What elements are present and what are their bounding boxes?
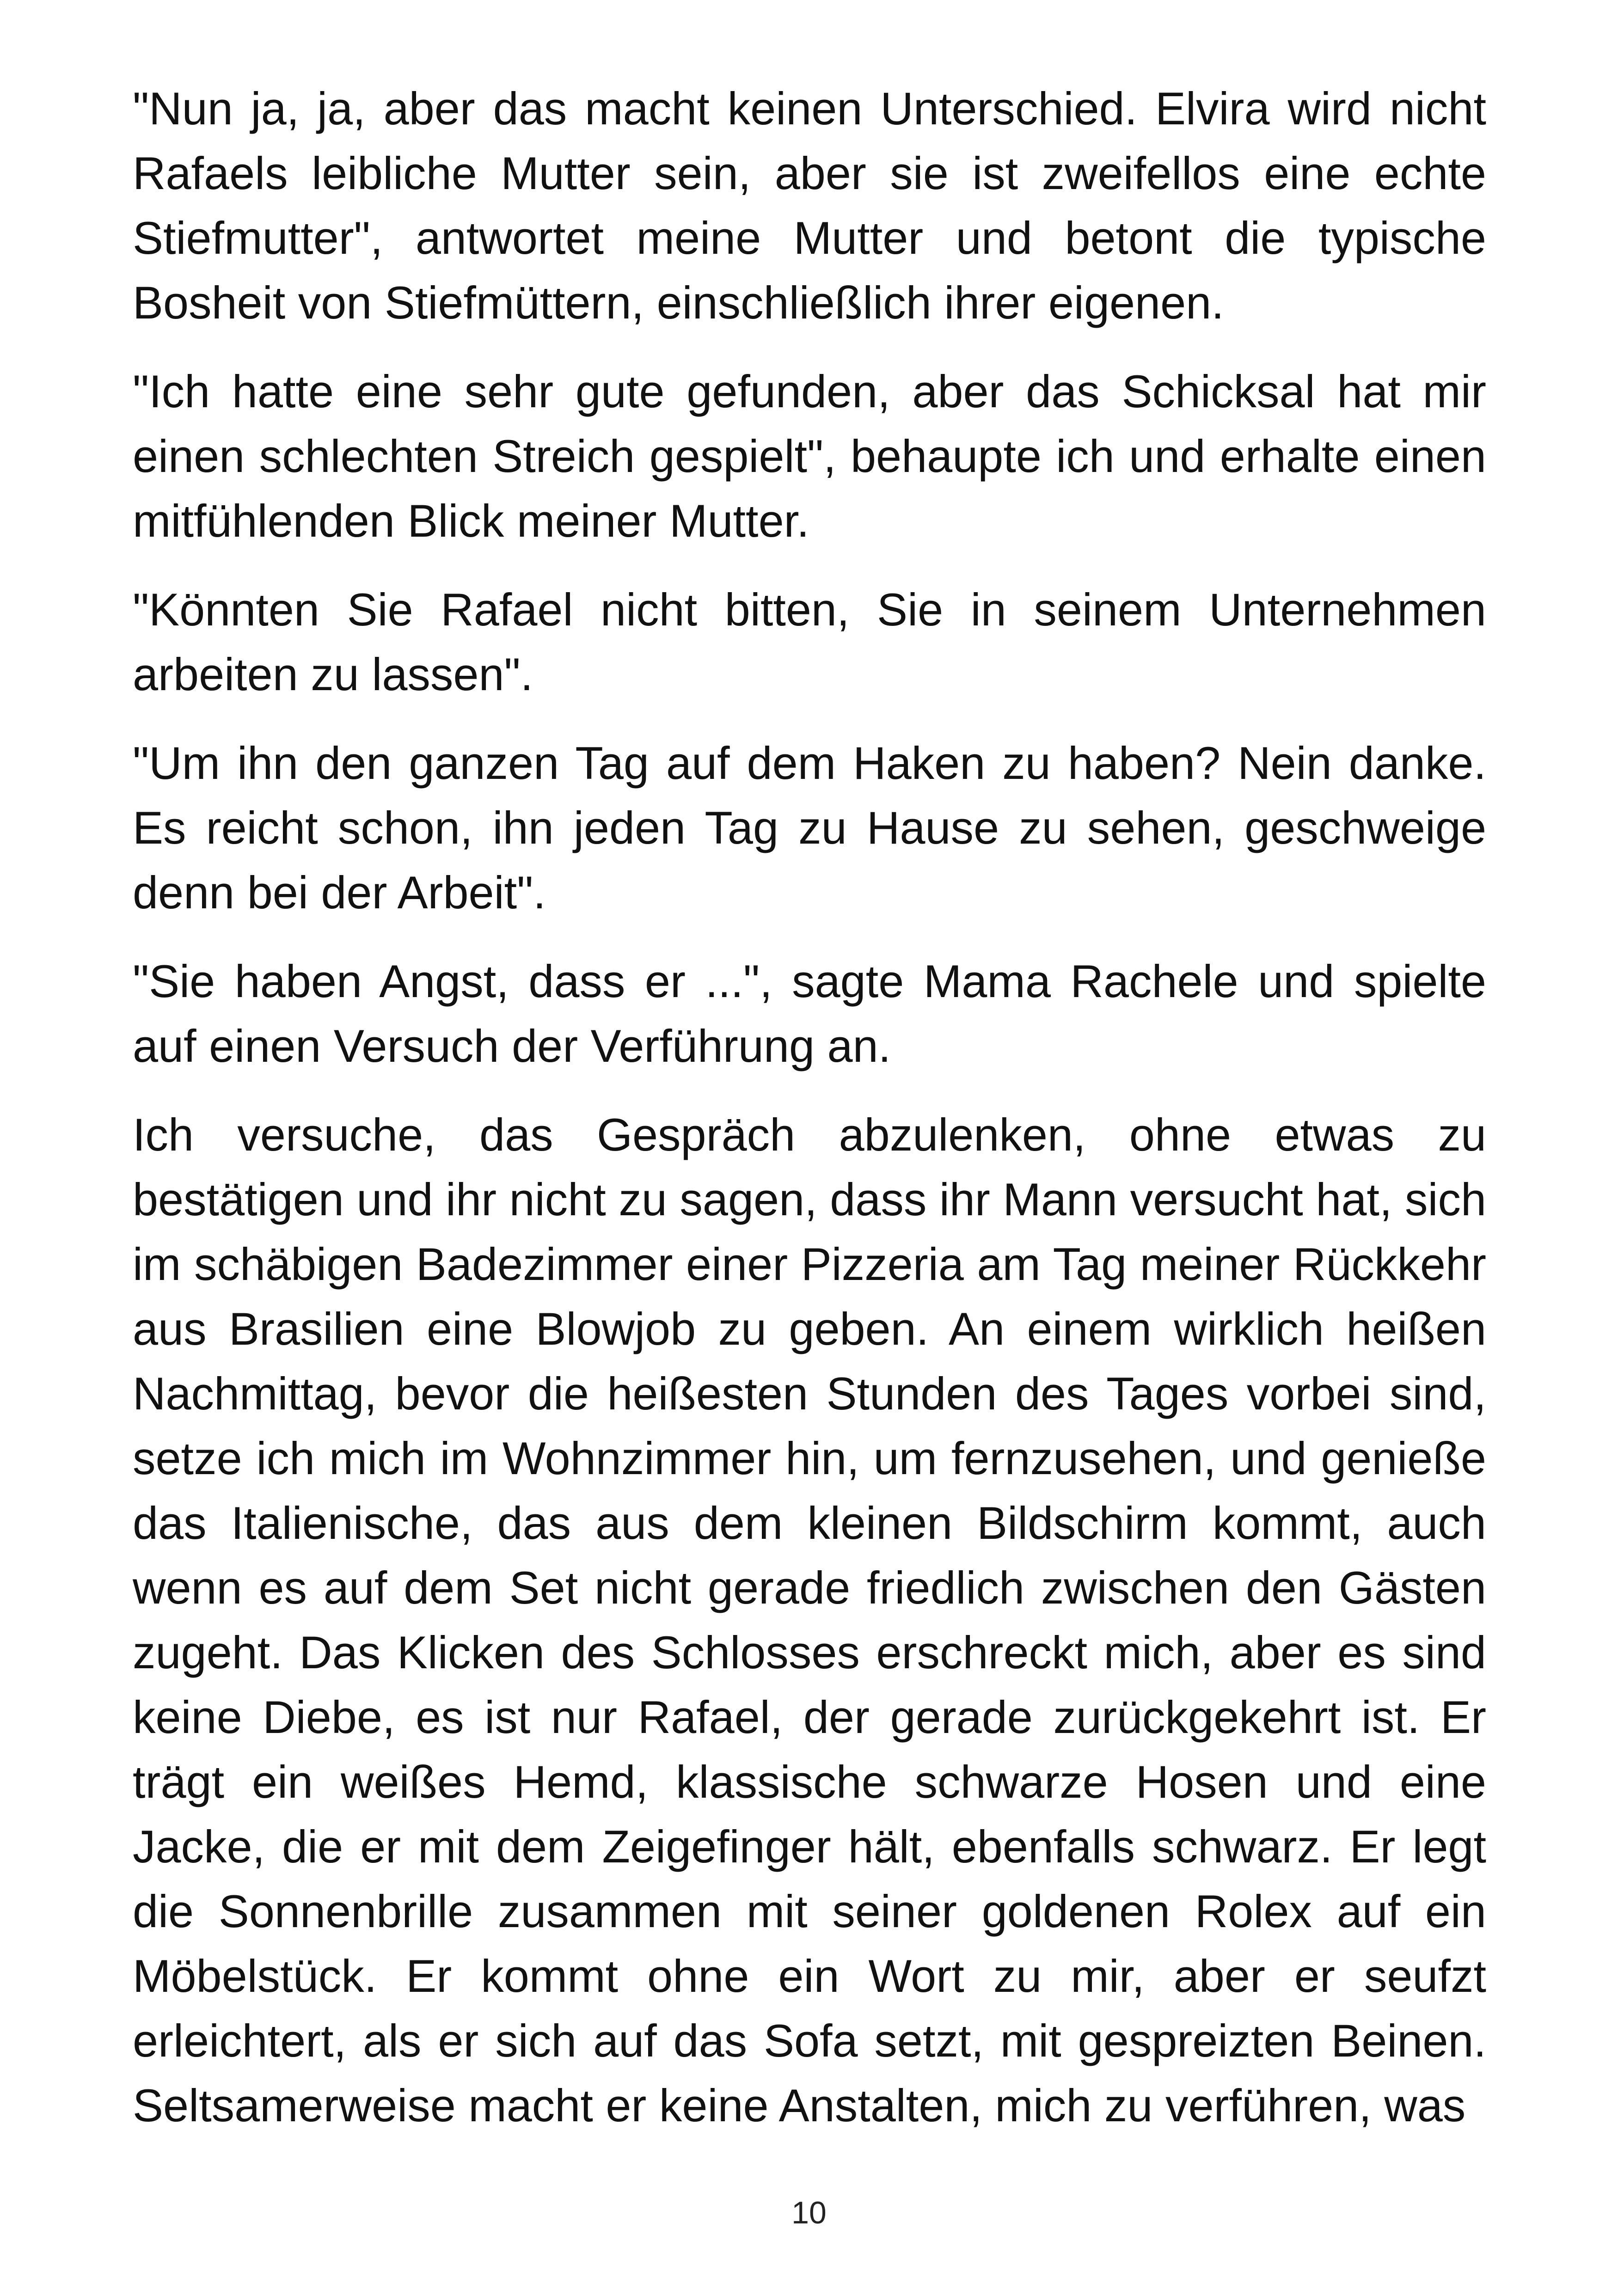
paragraph-5: "Sie haben Angst, dass er ...", sagte Mama Rachele und spielte auf einen Versuch der Verführung an. [133,955,1486,1071]
paragraph-6: Ich versuche, das Gespräch abzulenken, ohne etwas zu bestätigen und ihr nicht zu sagen, dass ihr Mann versucht hat, sich im schäbigen Badezimmer einer Pizzeria am Tag meiner Rückkehr aus Brasilien eine Blowjob zu geben. An einem wirklich heißen Nachmittag, bevor die heißesten Stunden des Tages vorbei sind, setze ich mich im Wohnzimmer hin, um fernzusehen, und genieße das Italienische, das aus dem kleinen Bildschirm kommt, auch wenn es auf dem Set nicht gerade friedlich zwischen den Gästen zugeht. Das Klicken des Schlosses erschreckt mich, aber es sind keine Diebe, es ist nur Rafael, der gerade zurückgekehrt ist. Er trägt ein weißes Hemd, klassische schwarze Hosen und eine Jacke, die er mit dem Zeigefinger hält, ebenfalls schwarz. Er legt die Sonnenbrille zusammen mit seiner goldenen Rolex auf ein Möbelstück. Er kommt ohne ein Wort zu mir, aber er seufzt erleichtert, als er sich auf das Sofa setzt, mit gespreizten Beinen. Seltsamerweise macht er keine Anstalten, mich zu verführen, was [133,1109,1486,2131]
paragraph-3: "Könnten Sie Rafael nicht bitten, Sie in seinem Unternehmen arbeiten zu lassen". [133,584,1486,700]
paragraph-4: "Um ihn den ganzen Tag auf dem Haken zu haben? Nein danke. Es reicht schon, ihn jeden Tag zu Hause zu sehen, geschweige denn bei der Arbeit". [133,737,1486,918]
paragraph-2: "Ich hatte eine sehr gute gefunden, aber das Schicksal hat mir einen schlechten Streich gespielt", behaupte ich und erhalte einen mitfühlenden Blick meiner Mutter. [133,366,1486,546]
paragraph-1: "Nun ja, ja, aber das macht keinen Unterschied. Elvira wird nicht Rafaels leibliche Mutter sein, aber sie ist zweifellos eine echte Stiefmutter", antwortet meine Mutter und betont die typische Bosheit von Stiefmüttern, einschließlich ihrer eigenen. [133,83,1486,328]
page-number: 10 [791,2195,827,2230]
page-body [133,76,1486,2138]
